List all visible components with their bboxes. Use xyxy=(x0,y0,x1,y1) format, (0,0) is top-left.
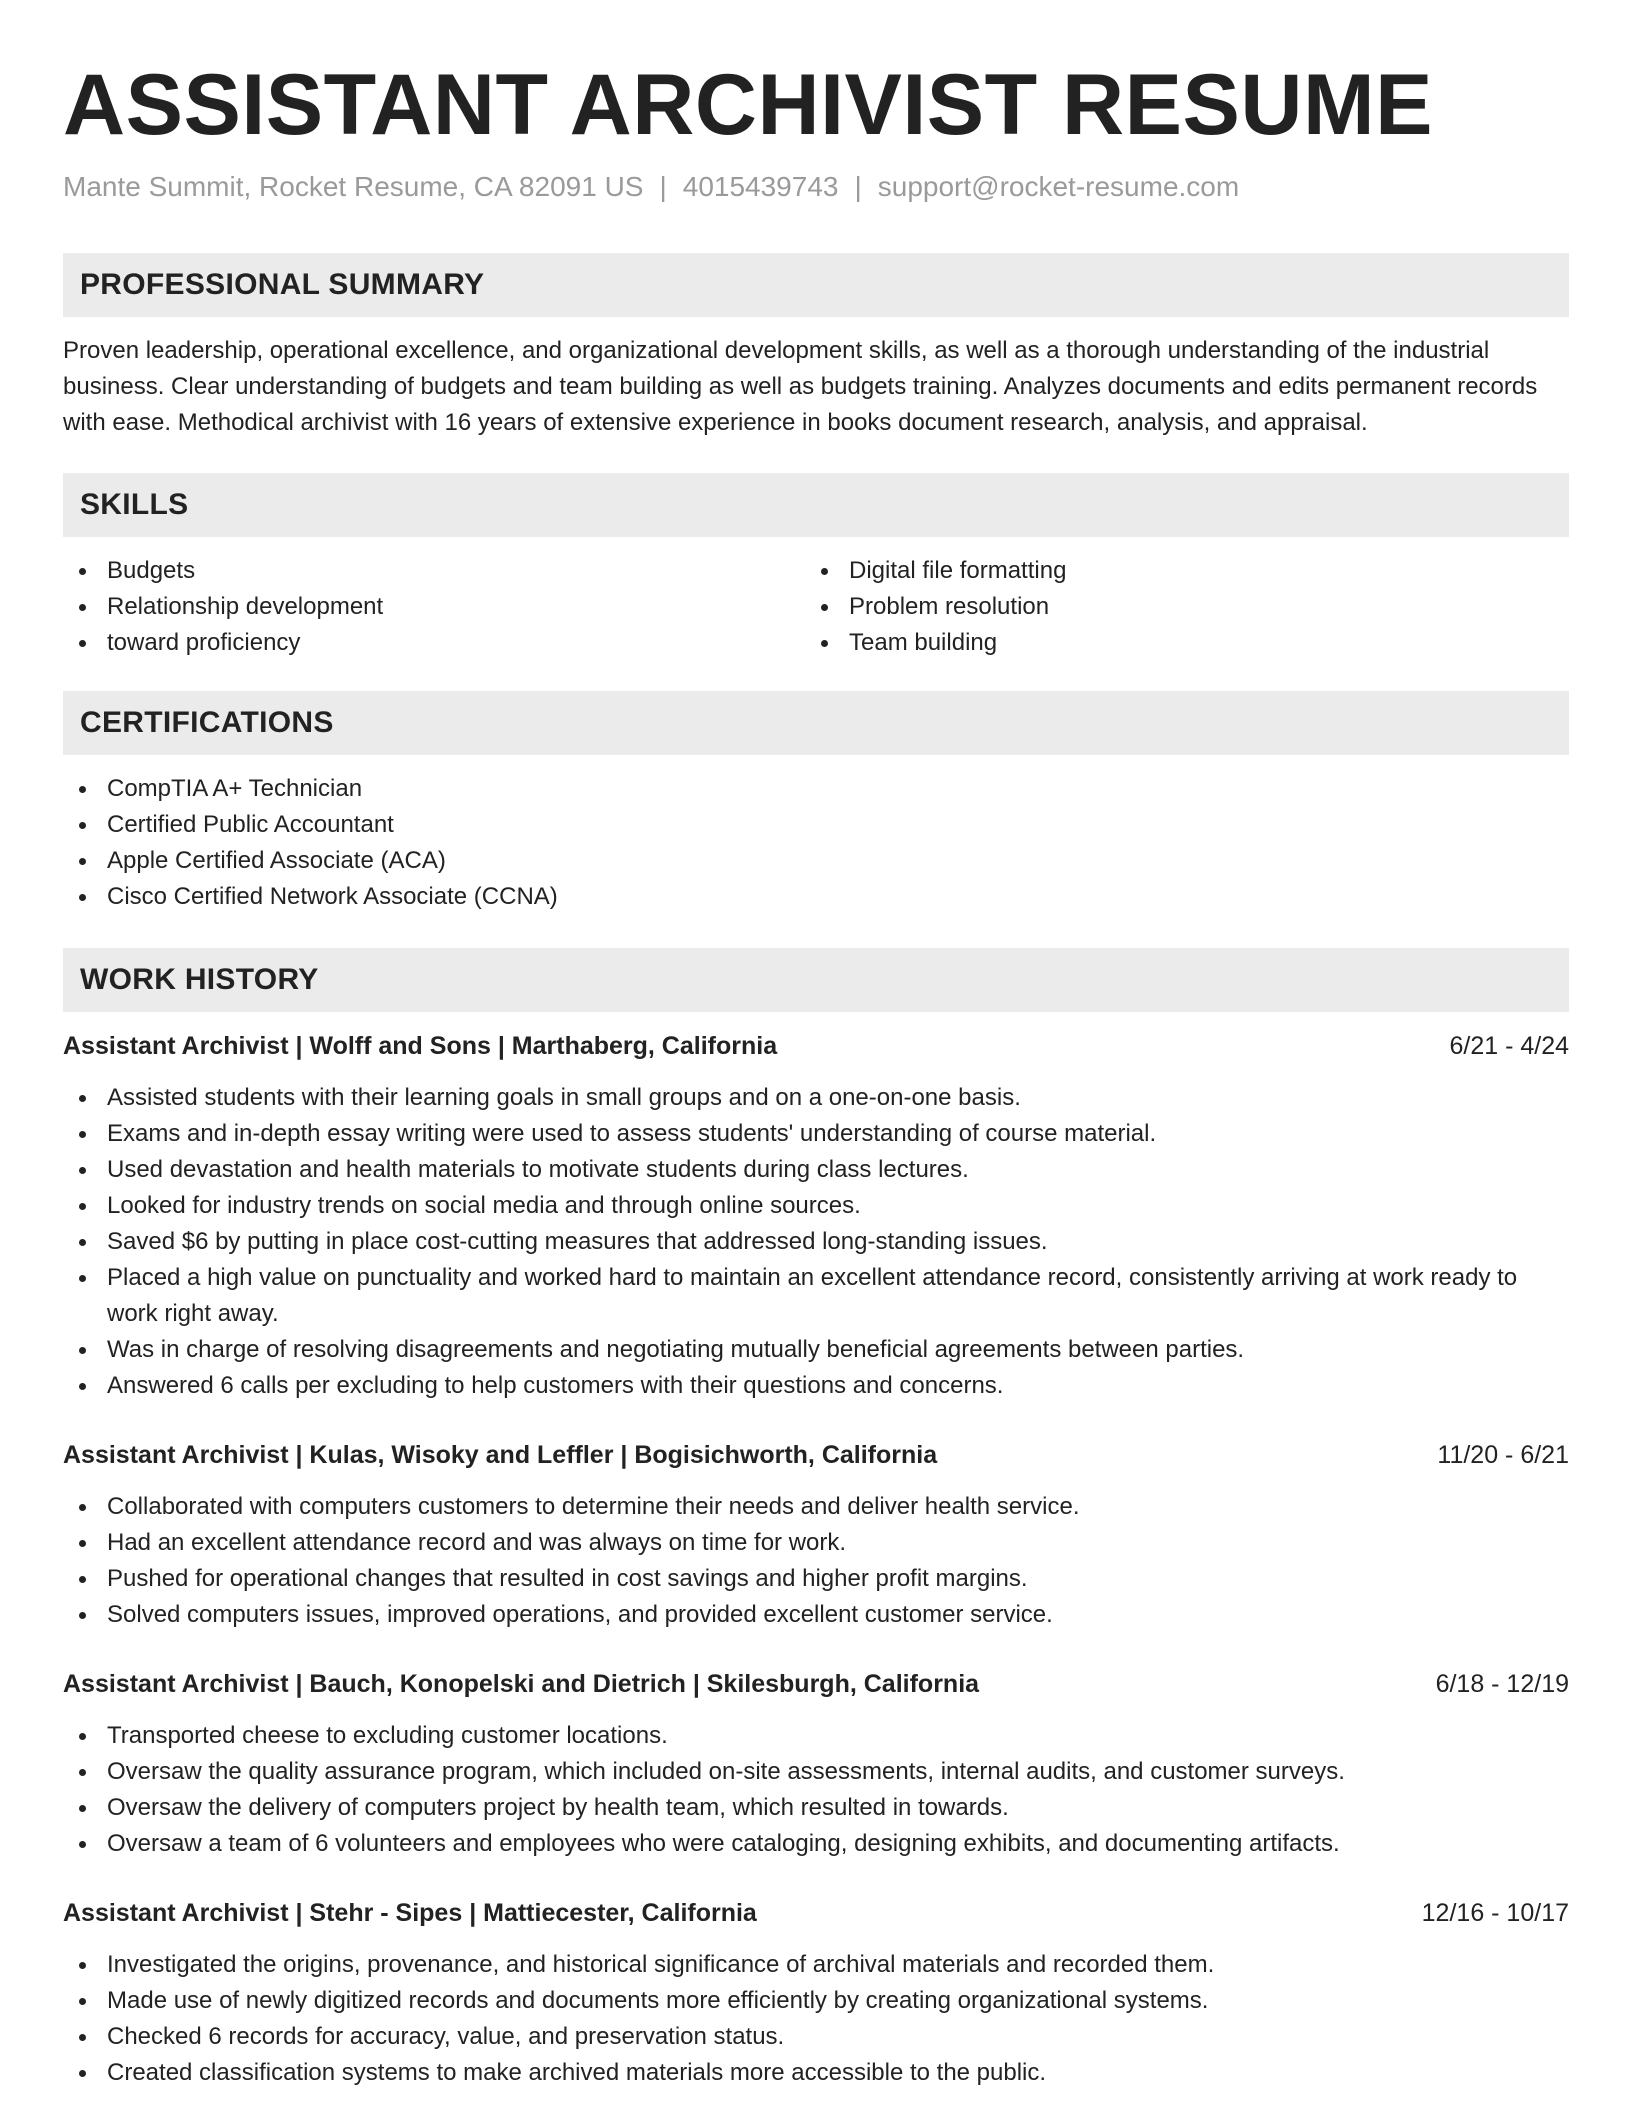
job-bullets xyxy=(63,1489,1569,1633)
job-dates: 6/21 - 4/24 xyxy=(1449,1032,1569,1060)
job-header xyxy=(63,1895,1569,1931)
job-bullet: Checked 6 records for accuracy, value, and preservation status. xyxy=(63,2019,1569,2055)
skills-list-right xyxy=(805,553,1569,661)
job-bullet: Assisted students with their learning goals in small groups and on a one-on-one basis. xyxy=(63,1080,1569,1116)
job-bullet: Had an excellent attendance record and was always on time for work. xyxy=(63,1525,1569,1561)
skills-grid xyxy=(63,553,1569,661)
job-bullet: Solved computers issues, improved operations, and provided excellent customer service. xyxy=(63,1597,1569,1633)
job-bullet: Answered 6 calls per excluding to help customers with their questions and concerns. xyxy=(63,1368,1569,1404)
contact-separator: | xyxy=(659,171,667,202)
skill-item: Relationship development xyxy=(63,589,805,625)
section-header-certifications: CERTIFICATIONS xyxy=(63,691,1569,755)
job-bullet: Collaborated with computers customers to determine their needs and deliver health service. xyxy=(63,1489,1569,1525)
job-bullets xyxy=(63,1718,1569,1862)
job-bullet: Transported cheese to excluding customer locations. xyxy=(63,1718,1569,1754)
job-bullets xyxy=(63,1947,1569,2091)
contact-phone: 4015439743 xyxy=(682,171,839,202)
job-bullet: Oversaw a team of 6 volunteers and employees who were cataloging, designing exhibits, and documenting artifacts. xyxy=(63,1826,1569,1862)
job-entry xyxy=(63,1437,1569,1633)
job-title: Assistant Archivist | Wolff and Sons | Marthaberg, California xyxy=(63,1032,778,1060)
job-bullet: Oversaw the quality assurance program, which included on-site assessments, internal audits, and customer surveys. xyxy=(63,1754,1569,1790)
skills-list-left xyxy=(63,553,805,661)
job-dates: 11/20 - 6/21 xyxy=(1437,1441,1569,1469)
section-header-work-history: WORK HISTORY xyxy=(63,948,1569,1012)
resume-title: ASSISTANT ARCHIVIST RESUME xyxy=(63,57,1433,153)
skill-item: toward proficiency xyxy=(63,625,805,661)
job-entry xyxy=(63,1666,1569,1862)
job-header xyxy=(63,1028,1569,1064)
certification-item: Certified Public Accountant xyxy=(63,807,1569,843)
certification-item: Cisco Certified Network Associate (CCNA) xyxy=(63,879,1569,915)
skill-item: Problem resolution xyxy=(805,589,1569,625)
job-dates: 6/18 - 12/19 xyxy=(1435,1670,1569,1698)
job-bullet: Looked for industry trends on social media and through online sources. xyxy=(63,1188,1569,1224)
job-bullet: Investigated the origins, provenance, and historical significance of archival materials and recorded them. xyxy=(63,1947,1569,1983)
contact-address: Mante Summit, Rocket Resume, CA 82091 US xyxy=(63,171,644,202)
job-header xyxy=(63,1666,1569,1702)
skill-item: Budgets xyxy=(63,553,805,589)
contact-line xyxy=(63,170,1569,204)
contact-email: support@rocket-resume.com xyxy=(877,171,1240,202)
contact-separator: | xyxy=(854,171,862,202)
summary-text: Proven leadership, operational excellence, and organizational development skills, as well as a thorough understanding of the industrial business. Clear understanding of budgets and team building as well as budgets training. Analyzes documents and edits permanent records with ease. Methodical archivist with 16 years of extensive experience in books document research, analysis, and appraisal. xyxy=(63,337,1538,436)
section-header-skills: SKILLS xyxy=(63,473,1569,537)
job-title: Assistant Archivist | Stehr - Sipes | Mattiecester, California xyxy=(63,1899,757,1927)
job-bullet: Placed a high value on punctuality and worked hard to maintain an excellent attendance record, consistently arriving at work ready to work right away. xyxy=(63,1260,1569,1332)
job-bullet: Pushed for operational changes that resulted in cost savings and higher profit margins. xyxy=(63,1561,1569,1597)
job-header xyxy=(63,1437,1569,1473)
job-bullet: Was in charge of resolving disagreements and negotiating mutually beneficial agreements between parties. xyxy=(63,1332,1569,1368)
job-bullet: Used devastation and health materials to motivate students during class lectures. xyxy=(63,1152,1569,1188)
job-bullet: Oversaw the delivery of computers project by health team, which resulted in towards. xyxy=(63,1790,1569,1826)
section-header-summary: PROFESSIONAL SUMMARY xyxy=(63,253,1569,317)
certification-item: Apple Certified Associate (ACA) xyxy=(63,843,1569,879)
skill-item: Team building xyxy=(805,625,1569,661)
job-bullet: Made use of newly digitized records and documents more efficiently by creating organizational systems. xyxy=(63,1983,1569,2019)
job-bullet: Created classification systems to make archived materials more accessible to the public. xyxy=(63,2055,1569,2091)
job-dates: 12/16 - 10/17 xyxy=(1421,1899,1569,1927)
job-entry xyxy=(63,1028,1569,1404)
certification-item: CompTIA A+ Technician xyxy=(63,771,1569,807)
job-bullet: Exams and in-depth essay writing were used to assess students' understanding of course material. xyxy=(63,1116,1569,1152)
job-bullet: Saved $6 by putting in place cost-cutting measures that addressed long-standing issues. xyxy=(63,1224,1569,1260)
job-title: Assistant Archivist | Kulas, Wisoky and Leffler | Bogisichworth, California xyxy=(63,1441,938,1469)
job-entry xyxy=(63,1895,1569,2091)
certifications-list xyxy=(63,771,1569,915)
skill-item: Digital file formatting xyxy=(805,553,1569,589)
job-title: Assistant Archivist | Bauch, Konopelski and Dietrich | Skilesburgh, California xyxy=(63,1670,980,1698)
job-bullets xyxy=(63,1080,1569,1404)
